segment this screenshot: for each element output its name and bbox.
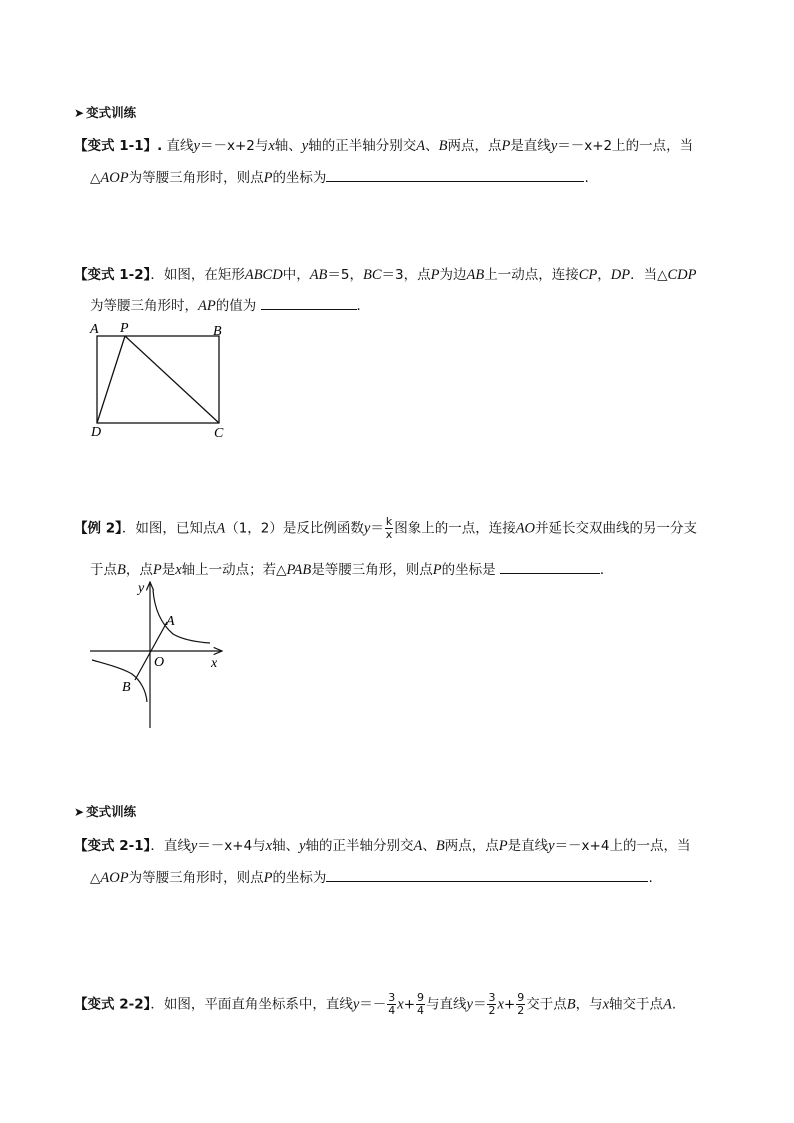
text: ， [597,267,611,283]
equation: ＝－x+4 [554,838,610,854]
var: x [265,838,273,854]
section-title: 变式训练 [86,804,137,819]
text: 的坐标为 [272,870,327,886]
text: ．当△ [630,267,668,283]
text: + [503,996,516,1013]
var: P [263,170,273,186]
var: CDP [667,267,697,283]
text: 为等腰三角形时，则点 [128,170,264,186]
var: PAB [286,562,312,578]
text: 是直线 [507,838,549,854]
section-header-variant-training [74,103,136,121]
problem-2-2-line-1 [74,992,676,1017]
text: ＝ [370,520,384,537]
text: . [648,870,653,886]
text: . [671,996,677,1013]
hyperbola-branch-2 [92,660,147,702]
var: y [548,838,555,854]
text: ．如图，平面直角坐标系中，直线 [150,996,353,1013]
problem-1-1-line-2 [90,166,589,187]
denominator: 4 [417,1004,425,1017]
answer-blank[interactable] [326,868,648,882]
var: P [432,562,442,578]
var: B [566,996,576,1013]
text: ＝5， [327,267,364,283]
var: BC [363,267,382,283]
answer-blank[interactable] [326,168,584,182]
var: y [352,996,360,1013]
var: y [550,138,558,154]
problem-tag: 【变式 2-2】 [74,996,151,1013]
var: B [435,838,445,854]
problem-tag: 【例 2】 [74,520,122,537]
var: x [268,138,275,154]
problem-tag: 【变式 1-2】 [74,267,151,283]
denominator: 2 [517,1004,525,1017]
numerator: 3 [488,991,496,1004]
hyperbola-figure [86,576,236,732]
var: A [416,138,426,154]
var: AB [466,267,485,283]
text: ＝3，点 [381,267,431,283]
text: ．如图，已知点 [121,520,217,537]
text: 两点，点 [447,138,502,154]
text: ，点 [125,562,153,578]
text: 上的一点，当 [612,138,694,154]
text: 于点 [90,562,117,578]
denominator: 2 [488,1004,496,1017]
text: 与 [254,138,269,154]
text: 的值为 [215,298,257,314]
var: P [501,138,511,154]
text: 为等腰三角形时，则点 [128,870,264,886]
label-c: C [214,426,224,441]
text: 为边 [439,267,467,283]
text: ． [599,562,614,578]
label-y: y [138,581,145,596]
text: 上一动点，连接 [484,267,579,283]
answer-blank[interactable] [500,560,600,574]
text: . [584,170,589,186]
text: 交于点 [526,996,567,1013]
text: 轴上一动点；若△ [181,562,287,578]
var: AP [198,298,216,314]
label-b: B [213,324,222,339]
text: 并延长交双曲线的另一分支 [535,520,698,537]
numerator: 9 [517,991,525,1004]
label-b: B [122,680,131,695]
var: ABCD [244,267,283,283]
problem-2-1-line-1 [74,834,690,855]
equation: ＝－x+2 [557,138,613,154]
var: y [301,138,309,154]
var: x [497,996,504,1013]
var: AOP [100,170,129,186]
text: ．如图，在矩形 [150,267,245,283]
text: 为等腰三角形时， [90,298,198,314]
var: P [263,870,273,886]
var: DP [610,267,631,283]
text: ＝ [472,996,487,1013]
text: 轴的正半轴分别交 [305,838,414,854]
denominator: x [385,528,393,541]
var: y [299,838,306,854]
arrow-icon: ➤ [74,106,85,120]
problem-tag: 【变式 2-1】 [74,838,151,854]
text: 直线 [166,138,194,154]
text: 与直线 [426,996,467,1013]
var: y [193,138,200,154]
answer-blank[interactable] [261,296,357,310]
label-a: A [166,614,175,629]
text: 与 [252,838,266,854]
var: P [152,562,162,578]
text: 是 [161,562,176,578]
var: x [175,562,182,578]
var: A [413,838,423,854]
text: △ [90,170,101,186]
text: 是等腰三角形，则点 [311,562,433,578]
fraction-k-over-x [385,516,393,541]
rectangle-figure [86,318,236,442]
var: AB [309,267,328,283]
var: y [363,520,371,537]
text: 轴的正半轴分别交 [308,138,417,154]
text: 是直线 [510,138,551,154]
label-a: A [90,322,99,337]
text: ，与 [575,996,603,1013]
text: 两点，点 [444,838,499,854]
fraction-3-2 [487,992,496,1017]
segment-pc [125,336,219,423]
var: A [216,520,226,537]
equation: ＝－x+2 [199,138,255,154]
rectangle-abcd [97,336,219,423]
text: 的坐标为 [272,170,327,186]
problem-1-1-line-1: 【变式 1-1】. 直线y＝－x+2与x轴、y轴的正半轴分别交A、B两点，点P是直线y＝－x+2上的一点，当 [74,138,694,154]
var: P [498,838,508,854]
denominator: 4 [388,1004,396,1017]
text: ＝－ [359,996,387,1013]
problem-1-2-line-2 [90,294,370,315]
label-d: D [91,425,102,440]
var: x [602,996,610,1013]
fraction-9-4 [416,992,425,1017]
fraction-3-4 [387,992,396,1017]
var: x [397,996,404,1013]
text: ．直线 [150,838,191,854]
problem-1-2-line-1 [74,263,696,284]
problem-tag: 【变式 1-1】 [74,138,158,154]
text: + [403,996,416,1013]
arrow-icon: ➤ [74,805,85,819]
text: 轴、 [274,138,302,154]
var: AOP [100,870,129,886]
text: 上的一点，当 [609,838,691,854]
var: AO [515,520,536,537]
var: P [430,267,440,283]
section-header-variant-training-2 [74,802,136,820]
example-2-line-1 [74,516,697,541]
numerator: k [385,515,393,528]
var: y [190,838,198,854]
numerator: 9 [417,991,425,1004]
text: 、 [422,838,436,854]
text: 轴交于点 [609,996,664,1013]
numerator: 3 [388,991,396,1004]
text: 图象上的一点，连接 [394,520,516,537]
text: （1，2）是反比例函数 [225,520,364,537]
fraction-9-2 [516,992,525,1017]
section-title: 变式训练 [86,105,137,120]
text: △ [90,870,101,886]
label-p: P [120,321,129,336]
var: y [466,996,473,1013]
text: ． [356,298,371,314]
text: 、 [425,138,439,154]
segment-pd [97,336,125,423]
var: B [438,138,448,154]
var: A [663,996,672,1013]
equation: ＝－x+4 [197,838,253,854]
hyperbola-branch-1 [153,590,210,643]
label-o: O [154,655,165,670]
text: 的坐标是 [441,562,496,578]
var: CP [578,267,598,283]
label-x: x [211,656,218,671]
var: B [117,562,126,578]
text: 轴、 [272,838,300,854]
text: 中， [282,267,310,283]
problem-2-1-line-2 [90,866,653,887]
